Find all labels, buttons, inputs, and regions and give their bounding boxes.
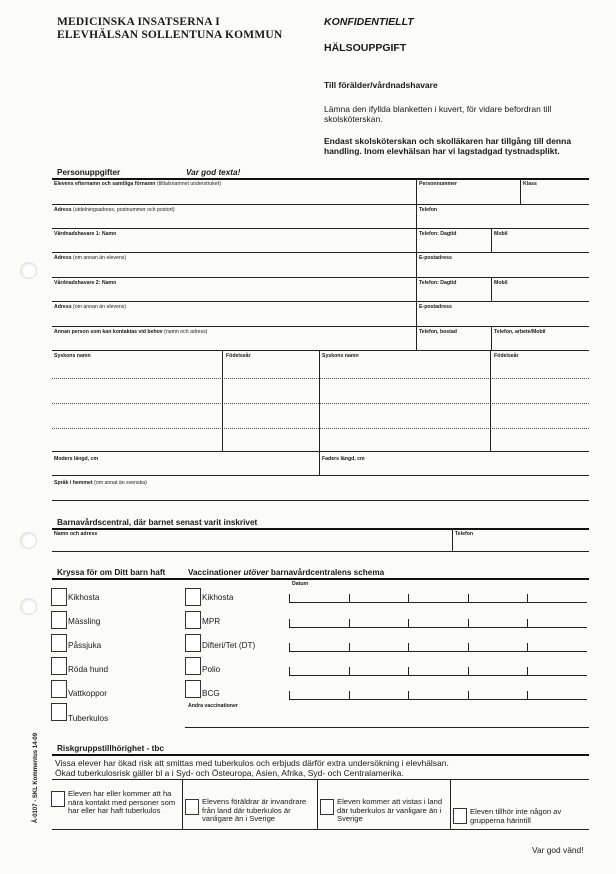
punch-hole [20,532,37,549]
section-rule [52,754,589,756]
row-line [52,779,589,780]
row-line [52,551,589,552]
column-line [490,350,491,451]
row-line [52,500,589,501]
date-tick [468,667,469,675]
sibling-row-line [52,403,589,404]
disease-checkbox-tuberculosis[interactable] [51,703,67,721]
organization-line-2: ELEVHÄLSAN SOLLENTUNA KOMMUN [57,29,283,41]
sibling-birth-year-header: Födelseår [226,353,251,359]
father-height-label: Faders längd, cm [322,456,365,462]
sibling-row-line [52,378,589,379]
organization-line-1: MEDICINSKA INSATSERNA I [57,16,220,28]
section-rule [52,528,589,530]
date-tick [289,667,290,675]
bvc-section-title: Barnavårdscentral, där barnet senast varit inskrivet [57,518,258,527]
date-tick [289,691,290,699]
disease-label-tuberculosis: Tuberkulos [68,714,109,723]
vaccinations-section-title: Vaccinationer utöver barnavårdcentralens schema [188,568,385,577]
risk-text-2: Ökad tuberkulosrisk gäller bl a i Syd- och Östeuropa, Asien, Afrika, Syd- och Centralamerika. [55,768,404,778]
date-line [289,675,587,676]
disease-checkbox-mumps[interactable] [51,634,67,652]
disease-label-measles: Mässling [68,617,101,626]
section-rule [52,578,589,580]
column-line [416,179,417,350]
column-line [222,350,223,451]
instruction-text: Lämna den ifyllda blanketten i kuvert, för vidare befordran till skolsköterskan. [324,104,552,124]
risk-option-immigrant-parents: Elevens föräldrar är invandrare från land där tuberkulos är vanligare än i Sverige [202,797,307,824]
vaccination-label-polio: Polio [202,665,221,674]
vaccination-checkbox-mpr[interactable] [185,611,201,629]
column-line [491,228,492,252]
date-tick [349,594,350,602]
punch-hole [20,262,37,279]
date-tick [289,643,290,651]
guardian1-mobile-label: Mobil [494,231,508,237]
risk-option-travel: Eleven kommer att vistas i land där tuberkulos är vanligare än i Sverige [337,797,443,824]
date-tick [349,643,350,651]
disease-label-rubella: Röda hund [68,665,109,674]
column-line [182,779,183,829]
sibling-row-line [52,428,589,429]
date-header: Datum [292,581,309,587]
date-tick [289,594,290,602]
personnummer-label: Personnummer [419,181,458,187]
row-line [52,228,589,229]
column-line [452,528,453,551]
bvc-phone-label: Telefon [455,531,474,537]
sibling-name-header: Syskons namn [54,353,91,359]
disease-checkbox-measles[interactable] [51,611,67,629]
vaccination-label-bcg: BCG [202,689,220,698]
guardian1-name-label: Vårdnadshavare 1: Namn [54,231,117,237]
phone-label: Telefon [419,207,438,213]
risk-text-1: Vissa elever har ökad risk att smittas med tuberkulos och erbjuds därför extra undersökning i elevhälsan. [55,758,449,768]
guardian2-name-label: Vårdnadshavare 2: Namn [54,280,117,286]
guardian2-address-label: Adress (om annan än elevens) [54,304,127,310]
disease-checkbox-chickenpox[interactable] [51,680,67,698]
guardian1-email-label: E-postadress [419,255,452,261]
guardian1-address-label: Adress (om annan än elevens) [54,255,127,261]
row-line [52,829,589,830]
mother-height-label: Moders längd, cm [54,456,99,462]
row-line [52,277,589,278]
disease-checkbox-rubella[interactable] [51,657,67,675]
date-tick [527,667,528,675]
sibling-name-header: Syskons namn [322,353,359,359]
guardian1-phone-day-label: Telefon: Dagtid [419,231,457,237]
vaccination-label-whooping-cough: Kikhosta [202,593,234,602]
vaccination-label-mpr: MPR [202,617,221,626]
column-line [450,779,451,829]
vaccination-label-dt: Difteri/Tet (DT) [202,641,256,650]
row-line [52,204,589,205]
secrecy-text: Endast skolsköterskan och skolläkaren har tillgång till denna handling. Inom elevhälsan har vi lagstadgad tystnadsplikt. [324,136,572,156]
date-tick [408,643,409,651]
form-title: HÄLSOUPPGIFT [324,42,407,54]
disease-label-whooping-cough: Kikhosta [68,593,100,602]
date-tick [527,643,528,651]
klass-label: Klass [523,181,537,187]
row-line [52,301,589,302]
student-name-label: Elevens efternamn och samtliga förnamn (tilltalsnamnet understruket) [54,181,221,187]
risk-section-title: Riskgruppstillhörighet - tbc [57,744,164,753]
other-vaccinations-label: Andra vaccinationer [188,703,238,709]
form-code: Å-0107 - SKL Kommentus 14-09 [33,732,39,824]
risk-checkbox-travel[interactable] [320,799,334,815]
risk-checkbox-immigrant-parents[interactable] [185,799,199,815]
row-line [52,451,589,452]
guardian2-phone-day-label: Telefon: Dagtid [419,280,457,286]
date-tick [349,619,350,627]
column-line [491,277,492,301]
vaccination-checkbox-dt[interactable] [185,634,201,652]
vaccination-checkbox-polio[interactable] [185,657,201,675]
punch-hole [20,598,37,615]
home-language-label: Språk i hemmet (om annat än svenska) [54,480,147,486]
column-line [520,179,521,204]
date-tick [527,619,528,627]
disease-label-chickenpox: Vattkoppor [68,689,107,698]
date-tick [468,691,469,699]
section-rule [52,178,589,180]
risk-checkbox-close-contact[interactable] [51,791,65,807]
phone-work-label: Telefon, arbete/Mobil [494,329,546,335]
vaccination-checkbox-whooping-cough[interactable] [185,588,201,606]
vaccination-checkbox-bcg[interactable] [185,680,201,698]
row-line [52,326,589,327]
date-tick [468,619,469,627]
phone-home-label: Telefon, bostad [419,329,457,335]
date-line [289,602,587,603]
row-line [52,350,589,351]
date-line [289,699,587,700]
diseases-section-title: Kryssa för om Ditt barn haft [57,568,166,577]
sibling-birth-year-header: Födelseår [494,353,519,359]
bvc-name-address-label: Namn och adress [54,531,98,537]
please-turn-over: Var god vänd! [532,845,584,855]
date-tick [527,691,528,699]
confidential-label: KONFIDENTIELLT [324,16,414,28]
column-line [319,350,320,475]
date-tick [349,691,350,699]
date-tick [349,667,350,675]
date-tick [408,667,409,675]
address-label: Adress (utdelningsadress, postnummer och postort) [54,207,175,213]
date-tick [408,691,409,699]
date-line [289,627,587,628]
print-clearly-note: Var god texta! [186,168,241,177]
column-line [317,779,318,829]
date-tick [289,619,290,627]
date-line [289,651,587,652]
guardian2-mobile-label: Mobil [494,280,508,286]
other-contact-label: Annan person som kan kontaktas vid behov (namn och adress) [54,329,208,335]
date-tick [468,594,469,602]
disease-label-mumps: Påssjuka [68,641,102,650]
column-line [491,326,492,350]
row-line [52,252,589,253]
date-tick [527,594,528,602]
risk-option-close-contact: Eleven har eller kommer att ha nära kontakt med personer som har eller har haft tuberkulos [68,789,176,816]
risk-checkbox-none[interactable] [453,808,467,824]
personal-section-title: Personuppgifter [57,168,121,177]
row-line [52,475,589,476]
recipient-label: Till förälder/vårdnadshavare [324,80,438,90]
organization-name [57,16,282,42]
risk-option-none: Eleven tillhör inte någon av grupperna härintill [470,807,562,825]
disease-checkbox-whooping-cough[interactable] [51,588,67,606]
date-tick [408,619,409,627]
guardian2-email-label: E-postadress [419,304,452,310]
date-tick [468,643,469,651]
date-tick [408,594,409,602]
row-line [185,727,589,728]
